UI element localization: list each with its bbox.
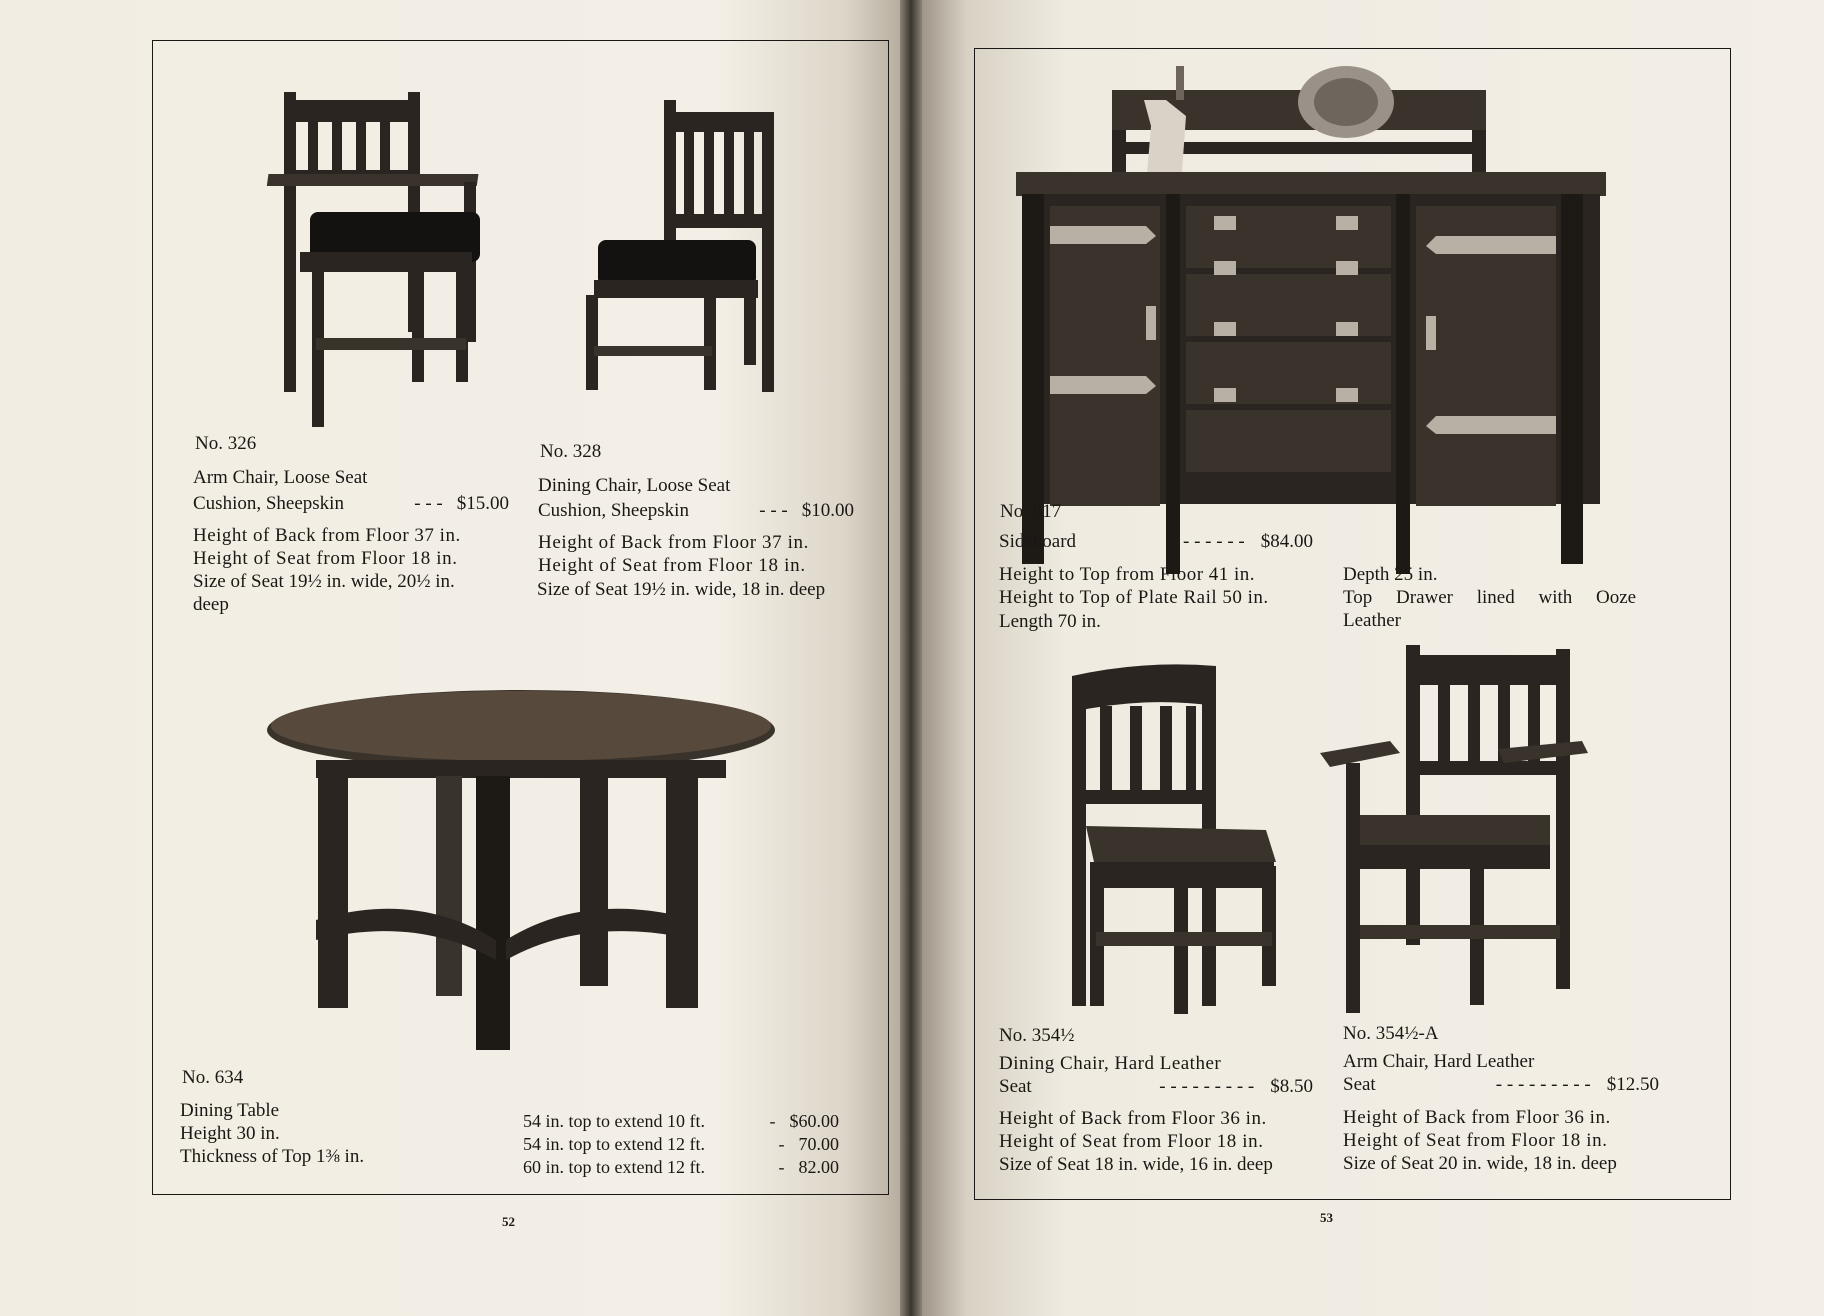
item-354-half-a-name: Arm Chair, Hard Leather	[1343, 1051, 1535, 1072]
item-328-name: Dining Chair, Loose Seat	[538, 475, 731, 496]
item-817-spec: Depth 25 in.	[1343, 564, 1438, 585]
item-817-name: Sideboard	[999, 531, 1077, 552]
item-328-price: $10.00	[801, 500, 854, 521]
option-dash: -	[769, 1111, 776, 1131]
item-634-option-row	[523, 1157, 839, 1178]
item-817-dashes: - - - - - -	[1183, 531, 1245, 552]
item-354-half-a-price: $12.50	[1606, 1074, 1659, 1095]
item-354-half-spec: Size of Seat 18 in. wide, 16 in. deep	[999, 1154, 1273, 1175]
item-328-dashes: - - -	[759, 500, 788, 521]
item-328-spec: Height of Back from Floor 37 in.	[538, 532, 809, 553]
item-354-half-name-line2: Seat	[999, 1076, 1032, 1097]
item-817-spec: Length 70 in.	[999, 611, 1101, 632]
item-326-spec: Height of Back from Floor 37 in.	[193, 525, 461, 546]
item-354-half-a-price-row	[1343, 1074, 1659, 1096]
item-634-number: No. 634	[182, 1067, 244, 1088]
item-354-half-price-row	[999, 1076, 1313, 1098]
item-817-number: No. 817	[1000, 501, 1062, 522]
item-634-thickness: Thickness of Top 1⅜ in.	[180, 1146, 365, 1167]
option-label: 60 in. top to extend 12 ft.	[523, 1157, 705, 1177]
item-354-half-number: No. 354½	[999, 1025, 1075, 1046]
arm-chair-326-illustration	[280, 92, 510, 427]
item-328-price-row	[538, 500, 854, 522]
item-328-name-line2: Cushion, Sheepskin	[538, 500, 689, 521]
item-817-spec: Height to Top of Plate Rail 50 in.	[999, 587, 1269, 608]
right-page-number: 53	[1320, 1210, 1333, 1225]
option-dash: -	[778, 1157, 785, 1177]
dining-table-634-illustration	[266, 690, 776, 1050]
option-price: 82.00	[798, 1157, 839, 1177]
item-634-height: Height 30 in.	[180, 1123, 280, 1144]
item-354-half-a-spec: Height of Back from Floor 36 in.	[1343, 1107, 1611, 1128]
item-634-option-row	[523, 1111, 839, 1132]
option-dash: -	[778, 1134, 785, 1154]
arm-chair-354-half-a-illustration	[1320, 645, 1590, 1015]
item-326-price: $15.00	[456, 493, 509, 514]
item-354-half-spec: Height of Seat from Floor 18 in.	[999, 1131, 1264, 1152]
item-328-spec: Size of Seat 19½ in. wide, 18 in. deep	[537, 579, 826, 600]
item-354-half-spec: Height of Back from Floor 36 in.	[999, 1108, 1267, 1129]
item-817-spec: Top Drawer lined with Ooze	[1343, 587, 1637, 608]
item-326-spec: Height of Seat from Floor 18 in.	[193, 548, 458, 569]
item-354-half-a-spec: Size of Seat 20 in. wide, 18 in. deep	[1343, 1153, 1617, 1174]
option-label: 54 in. top to extend 12 ft.	[523, 1134, 705, 1154]
item-634-name: Dining Table	[180, 1100, 280, 1121]
item-326-spec: Size of Seat 19½ in. wide, 20½ in.	[193, 571, 455, 592]
item-817-spec: Leather	[1343, 610, 1402, 631]
item-326-dashes: - - -	[414, 493, 443, 514]
item-328-number: No. 328	[540, 441, 602, 462]
left-page-number: 52	[502, 1214, 515, 1229]
item-634-option-row	[523, 1134, 839, 1155]
option-price: 70.00	[798, 1134, 839, 1154]
item-354-half-a-number: No. 354½-A	[1343, 1023, 1439, 1044]
item-326-price-row	[193, 493, 509, 515]
book-gutter	[900, 0, 922, 1316]
item-817-price: $84.00	[1260, 531, 1313, 552]
item-326-number: No. 326	[195, 433, 257, 454]
option-label: 54 in. top to extend 10 ft.	[523, 1111, 705, 1131]
item-354-half-a-spec: Height of Seat from Floor 18 in.	[1343, 1130, 1608, 1151]
item-354-half-dashes: - - - - - - - - -	[1159, 1076, 1255, 1097]
item-817-spec: Height to Top from Floor 41 in.	[999, 564, 1256, 585]
sideboard-817-illustration	[1016, 66, 1606, 566]
option-price: $60.00	[789, 1111, 839, 1131]
item-354-half-price: $8.50	[1270, 1076, 1313, 1097]
dining-chair-328-illustration	[584, 100, 784, 395]
item-328-spec: Height of Seat from Floor 18 in.	[538, 555, 806, 576]
item-354-half-a-dashes: - - - - - - - - -	[1495, 1074, 1591, 1095]
item-354-half-name: Dining Chair, Hard Leather	[999, 1053, 1222, 1074]
dining-chair-354-half-illustration	[1066, 666, 1312, 1016]
item-326-spec: deep	[193, 594, 229, 615]
item-354-half-a-name-line2: Seat	[1343, 1074, 1376, 1095]
item-326-name-line2: Cushion, Sheepskin	[193, 493, 344, 514]
item-817-price-row	[999, 531, 1313, 553]
item-326-name: Arm Chair, Loose Seat	[193, 467, 368, 488]
